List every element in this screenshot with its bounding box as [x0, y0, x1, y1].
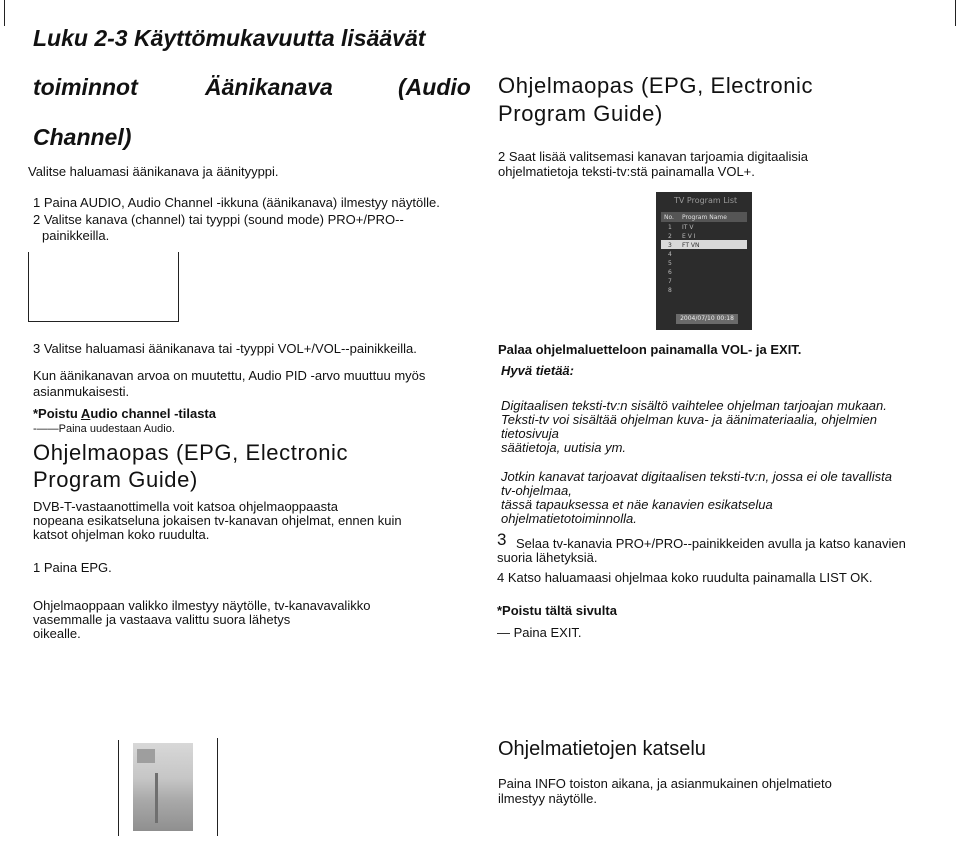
epg-heading-right-2: Program Guide): [498, 101, 663, 126]
crop-mark-right: [955, 0, 956, 26]
epg-heading-left-2: Program Guide): [33, 467, 198, 492]
epg-step-1: 1 Paina EPG.: [33, 560, 112, 575]
tv-row-no: 1: [668, 224, 672, 231]
audio-step-2-cont: painikkeilla.: [42, 228, 110, 243]
broadcast-photo: [133, 743, 193, 831]
epg-intro-1: DVB-T-vastaanottimella voit katsoa ohjelmaoppaasta: [33, 499, 338, 514]
photo-post: [155, 773, 158, 823]
epg-exit-title: *Poistu tältä sivulta: [497, 603, 617, 618]
epg-step-3: Selaa tv-kanavia PRO+/PRO--painikkeiden avulla ja katso kanavien: [516, 536, 906, 551]
chapter-heading: Luku 2-3 Käyttömukavuutta lisäävät: [33, 25, 426, 51]
tv-row-name: FT VN: [682, 242, 700, 249]
audio-exit-title: *Poistu Audio channel -tilasta: [33, 406, 216, 421]
epg-step-3-number: 3: [497, 530, 507, 549]
tv-row-no: 6: [668, 269, 672, 276]
audio-step-3: 3 Valitse haluamasi äänikanava tai -tyyppi VOL+/VOL--painikkeilla.: [33, 341, 417, 356]
heading-word-aanikanava: Äänikanava: [205, 74, 333, 100]
tv-row-name: IT V: [682, 224, 694, 231]
epg-menu-2: vasemmalle ja vastaava valittu suora lähetys: [33, 612, 291, 627]
info-text-1: Paina INFO toiston aikana, ja asianmukainen ohjelmatieto: [498, 776, 832, 791]
audio-note-cont: asianmukaisesti.: [33, 384, 130, 399]
epg-step-2-cont: ohjelmatietoja teksti-tv:stä painamalla VOL+.: [498, 164, 755, 179]
good-to-know-title: Hyvä tietää:: [501, 363, 574, 378]
epg-return: Palaa ohjelmaluetteloon painamalla VOL- ja EXIT.: [498, 342, 802, 357]
tv-col-no: No.: [664, 214, 674, 221]
epg-menu-1: Ohjelmaoppaan valikko ilmestyy näytölle, tv-kanavavalikko: [33, 598, 371, 613]
epg-step-3-cont: suoria lähetyksiä.: [497, 550, 598, 565]
photo-frame-left: [118, 740, 119, 836]
info-2-line-4: ohjelmatietotoiminnolla.: [501, 511, 637, 526]
audio-intro: Valitse haluamasi äänikanava ja äänityyppi.: [28, 164, 279, 179]
tv-selected-row: [661, 240, 747, 249]
info-1-line-1: Digitaalisen teksti-tv:n sisältö vaihtelee ohjelman tarjoajan mukaan.: [501, 398, 887, 413]
heading-word-audio: (Audio: [398, 74, 471, 100]
audio-note: Kun äänikanavan arvoa on muutettu, Audio PID -arvo muuttuu myös: [33, 368, 426, 383]
tv-row-no: 8: [668, 287, 672, 294]
info-1-line-3: tietosivuja: [501, 426, 559, 441]
epg-heading-right: Ohjelmaopas (EPG, Electronic: [498, 73, 814, 98]
tv-program-list-screen: [656, 192, 752, 330]
image-frame-left: [28, 252, 29, 322]
epg-intro-3: katsot ohjelman koko ruudulta.: [33, 527, 210, 542]
epg-exit-sub: — Paina EXIT.: [497, 625, 582, 640]
image-frame-bottom: [28, 321, 179, 322]
photo-frame-right: [217, 738, 218, 836]
tv-row-no: 3: [668, 242, 672, 249]
info-2-line-1: Jotkin kanavat tarjoavat digitaalisen teksti-tv:n, jossa ei ole tavallista: [501, 469, 892, 484]
info-2-line-2: tv-ohjelmaa,: [501, 483, 572, 498]
tv-row-no: 7: [668, 278, 672, 285]
audio-exit-sub: -——Paina uudestaan Audio.: [33, 423, 175, 435]
tv-screen-title: TV Program List: [674, 196, 738, 205]
tv-row-no: 5: [668, 260, 672, 267]
audio-step-1: 1 Paina AUDIO, Audio Channel -ikkuna (äänikanava) ilmestyy näytölle.: [33, 195, 440, 210]
info-1-line-2: Teksti-tv voi sisältää ohjelman kuva- ja äänimateriaalia, ohjelmien: [501, 412, 877, 427]
tv-row-no: 2: [668, 233, 672, 240]
epg-menu-3: oikealle.: [33, 626, 81, 641]
epg-intro-2: nopeana esikatseluna jokaisen tv-kanavan ohjelmat, ennen kuin: [33, 513, 402, 528]
epg-step-2: 2 Saat lisää valitsemasi kanavan tarjoamia digitaalisia: [498, 149, 808, 164]
tv-row-name: E V I: [682, 233, 696, 240]
audio-step-2: 2 Valitse kanava (channel) tai tyyppi (sound mode) PRO+/PRO--: [33, 212, 404, 227]
info-text-2: ilmestyy näytölle.: [498, 791, 597, 806]
info-1-line-4: säätietoja, uutisia ym.: [501, 440, 627, 455]
info-heading: Ohjelmatietojen katselu: [498, 738, 706, 760]
info-2-line-3: tässä tapauksessa et näe kanavien esikatselua: [501, 497, 773, 512]
epg-heading-left: Ohjelmaopas (EPG, Electronic: [33, 440, 349, 465]
tv-row-no: 4: [668, 251, 672, 258]
tv-screen-datetime: 2004/07/10 00:18: [676, 314, 738, 324]
photo-detail: [137, 749, 155, 763]
epg-step-4: 4 Katso haluamaasi ohjelmaa koko ruudulta painamalla LIST OK.: [497, 570, 873, 585]
image-frame-right: [178, 252, 179, 322]
heading-word-toiminnot: toiminnot: [33, 74, 138, 100]
tv-col-name: Program Name: [682, 214, 727, 221]
heading-word-channel: Channel): [33, 124, 132, 150]
crop-mark-left: [4, 0, 5, 26]
